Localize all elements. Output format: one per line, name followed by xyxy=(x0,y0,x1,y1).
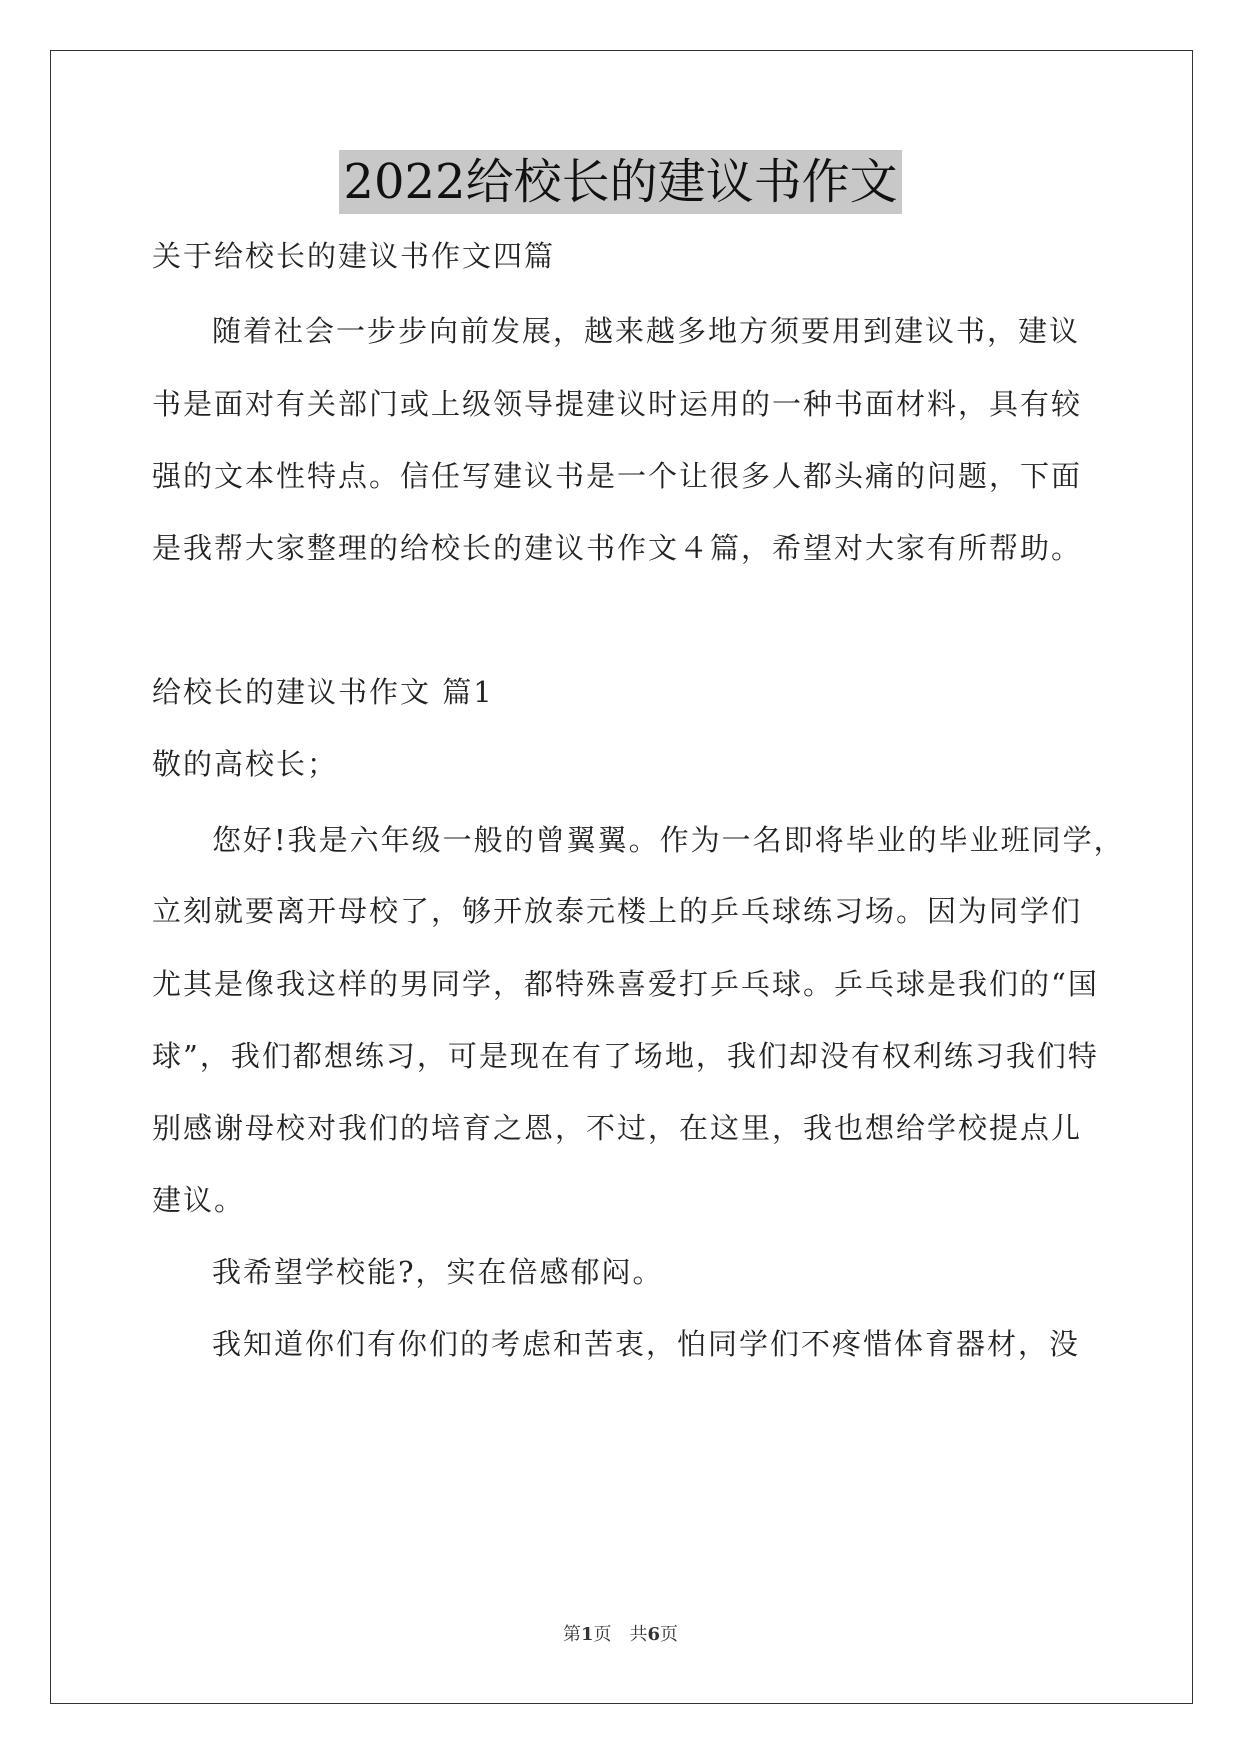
body-line: 立刻就要离开母校了，够开放泰元楼上的乒乓球练习场。因为同学们 xyxy=(152,894,1083,928)
intro-line: 强的文本性特点。信任写建议书是一个让很多人都头痛的问题，下面 xyxy=(152,459,1083,493)
page-prefix: 第 xyxy=(562,1624,581,1645)
title-container xyxy=(0,150,1241,214)
intro-line: 是我帮大家整理的给校长的建议书作文４篇，希望对大家有所帮助。 xyxy=(152,531,1083,565)
page-current: 1 xyxy=(580,1624,594,1645)
salutation: 敬的高校长； xyxy=(152,747,339,781)
page-footer xyxy=(0,1623,1241,1647)
paragraph: 我希望学校能?，实在倍感郁闷。 xyxy=(212,1255,664,1289)
page-total: 6 xyxy=(647,1624,661,1645)
page-border xyxy=(50,50,1193,1704)
intro-line: 随着社会一步步向前发展，越来越多地方须要用到建议书，建议 xyxy=(212,314,1081,348)
body-line: 您好!我是六年级一般的曾翼翼。作为一名即将毕业的毕业班同学， xyxy=(212,823,1125,857)
intro-line: 书是面对有关部门或上级领导提建议时运用的一种书面材料，具有较 xyxy=(152,387,1083,421)
body-line: 建议。 xyxy=(152,1183,246,1217)
section-heading: 给校长的建议书作文 篇1 xyxy=(152,675,494,709)
document-subtitle: 关于给校长的建议书作文四篇 xyxy=(152,239,556,273)
page-suffix: 页 xyxy=(660,1624,679,1645)
page-middle: 页 共 xyxy=(593,1624,648,1645)
body-line: 别感谢母校对我们的培育之恩，不过，在这里，我也想给学校提点儿 xyxy=(152,1111,1083,1145)
body-line: 球”，我们都想练习，可是现在有了场地，我们却没有权利练习我们特 xyxy=(152,1039,1099,1073)
document-title: 2022给校长的建议书作文 xyxy=(339,150,901,214)
paragraph: 我知道你们有你们的考虑和苦衷，怕同学们不疼惜体育器材，没 xyxy=(212,1327,1081,1361)
body-line: 尤其是像我这样的男同学，都特殊喜爱打乒乓球。乒乓球是我们的“国 xyxy=(152,967,1099,1001)
